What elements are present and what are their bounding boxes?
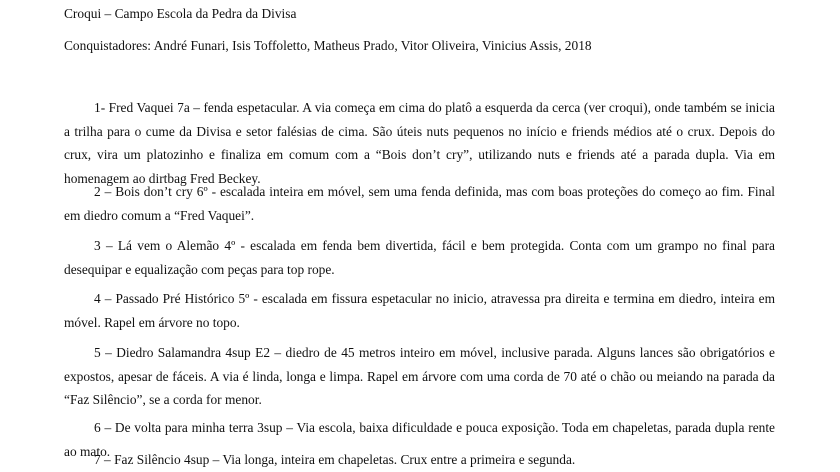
route-paragraph-6: 6 – De volta para minha terra 3sup – Via escola, baixa dificuldade e pouca exposição. Toda em chapeletas, parada dupla rente ao mato. <box>64 420 775 459</box>
route-paragraph-5: 5 – Diedro Salamandra 4sup E2 – diedro de 45 metros inteiro em móvel, inclusive parada. Alguns lances são obrigatórios e expostos, apesar de fáceis. A via é linda, longa e limpa. Rapel em árvore com uma corda de 70 até o chão ou meiando na parada da “Faz Silêncio”, se a corda for menor. <box>64 345 775 407</box>
document-authors: Conquistadores: André Funari, Isis Toffoletto, Matheus Prado, Vitor Oliveira, Vinicius Assis, 2018 <box>64 38 592 53</box>
route-paragraph-3: 3 – Lá vem o Alemão 4º - escalada em fenda bem divertida, fácil e bem protegida. Conta com um grampo no final para desequipar e equalização com peças para top rope. <box>64 238 775 277</box>
route-paragraph-2: 2 – Bois don’t cry 6º - escalada inteira em móvel, sem uma fenda definida, mas com boas proteções do começo ao fim. Final em diedro comum a “Fred Vaquei”. <box>64 184 775 223</box>
route-paragraph-1: 1- Fred Vaquei 7a – fenda espetacular. A via começa em cima do platô a esquerda da cerca (ver croqui), onde também se inicia a trilha para o cume da Divisa e setor falésias de cima. São úteis nuts pequenos no início e friends médios até o crux. Depois do crux, vira um platozinho e finaliza em comum com a “Bois don’t cry”, utilizando nuts e friends até a parada dupla. Via em homenagem ao dirtbag Fred Beckey. <box>64 100 775 186</box>
route-paragraph-7: 7 – Faz Silêncio 4sup – Via longa, inteira em chapeletas. Crux entre a primeira e segunda. <box>94 452 576 467</box>
document-title: Croqui – Campo Escola da Pedra da Divisa <box>64 6 297 21</box>
route-paragraph-4: 4 – Passado Pré Histórico 5º - escalada em fissura espetacular no inicio, atravessa pra direita e termina em diedro, inteira em móvel. Rapel em árvore no topo. <box>64 291 775 330</box>
